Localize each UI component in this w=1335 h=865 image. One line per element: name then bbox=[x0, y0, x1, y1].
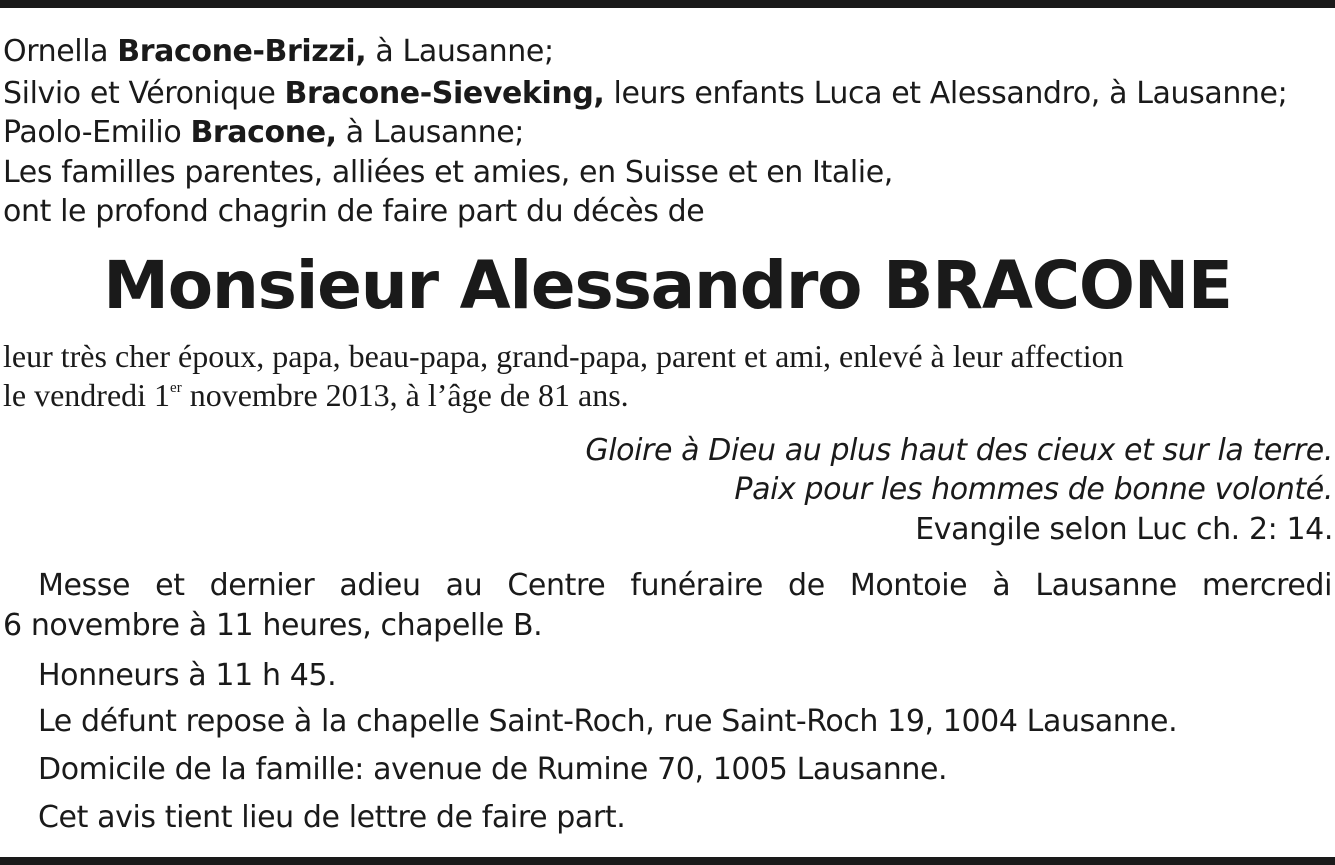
family-line-2 bbox=[3, 75, 1287, 113]
honours-line: Honneurs à 11 h 45. bbox=[38, 658, 337, 693]
family-line-2-suffix: leurs enfants Luca et Alessandro, à Lausanne; bbox=[604, 76, 1288, 111]
scripture-quote-line-2: Paix pour les hommes de bonne volonté. bbox=[734, 472, 1333, 507]
top-border-rule bbox=[0, 0, 1335, 8]
family-line-1 bbox=[3, 33, 554, 71]
family-line-3-prefix: Paolo-Emilio bbox=[3, 115, 191, 150]
mass-line-1: Messe et dernier adieu au Centre funéraire de Montoie à Lausanne mercredi bbox=[38, 568, 1332, 603]
family-line-3 bbox=[3, 114, 524, 152]
tribute-date-suffix: novembre 2013, à l’âge de 81 ans. bbox=[181, 377, 629, 413]
scripture-source: Evangile selon Luc ch. 2: 14. bbox=[915, 512, 1333, 547]
closing-line: Cet avis tient lieu de lettre de faire part. bbox=[38, 800, 626, 835]
family-line-3-suffix: à Lausanne; bbox=[336, 115, 525, 150]
scripture-quote-line-1: Gloire à Dieu au plus haut des cieux et sur la terre. bbox=[585, 433, 1333, 468]
announce-line: ont le profond chagrin de faire part du décès de bbox=[3, 194, 705, 229]
family-line-1-name: Bracone-Brizzi, bbox=[117, 34, 367, 69]
family-line-2-name: Bracone-Sieveking, bbox=[284, 76, 605, 111]
mass-line-2: 6 novembre à 11 heures, chapelle B. bbox=[3, 608, 543, 643]
tribute-date-prefix: le vendredi 1 bbox=[3, 377, 171, 413]
families-line: Les familles parentes, alliées et amies, en Suisse et en Italie, bbox=[3, 155, 893, 190]
family-line-2-prefix: Silvio et Véronique bbox=[3, 76, 285, 111]
family-line-1-prefix: Ornella bbox=[3, 34, 118, 69]
family-line-3-name: Bracone, bbox=[190, 115, 337, 150]
deceased-name-heading: Monsieur Alessandro BRACONE bbox=[103, 247, 1232, 324]
repose-line: Le défunt repose à la chapelle Saint-Roch, rue Saint-Roch 19, 1004 Lausanne. bbox=[38, 704, 1178, 739]
bottom-border-rule bbox=[0, 857, 1335, 865]
tribute-line-2 bbox=[3, 376, 629, 414]
family-line-1-suffix: à Lausanne; bbox=[366, 34, 554, 69]
ordinal-superscript: er bbox=[170, 380, 182, 396]
domicile-line: Domicile de la famille: avenue de Rumine 70, 1005 Lausanne. bbox=[38, 752, 948, 787]
tribute-line-1: leur très cher époux, papa, beau-papa, grand-papa, parent et ami, enlevé à leur affection bbox=[3, 338, 1124, 374]
